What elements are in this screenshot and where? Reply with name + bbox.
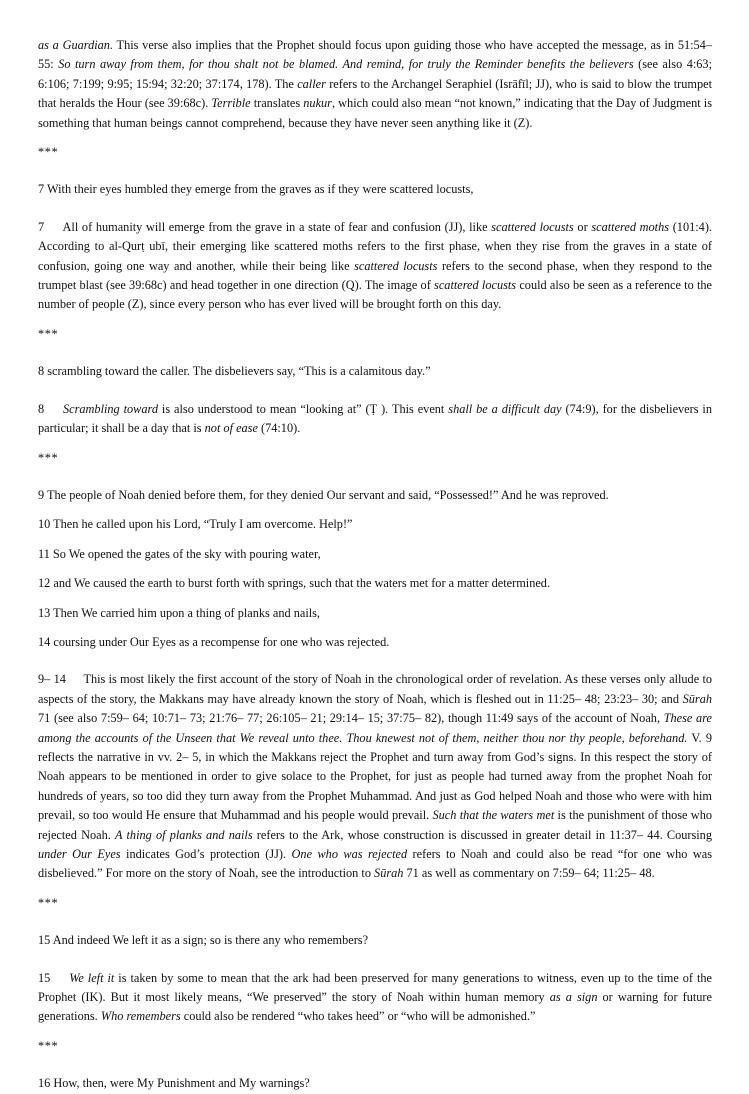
text-run: refers to Noah and could also be read “for one who was disbelieved.” For more on the story of Noah, see the introduction to — [38, 847, 712, 881]
section-separator-1: *** — [38, 145, 59, 160]
text-run: or — [573, 219, 592, 234]
spacer — [38, 923, 712, 931]
text-run: , which could also mean “not known,” indicating that the Day of Judgment is something that human beings cannot comprehend, because they have never seen anything like it (Z). — [38, 96, 712, 130]
text-run: translates — [250, 96, 304, 111]
text-run: All of humanity will emerge from the grave in a state of fear and confusion (JJ), like — [62, 219, 492, 234]
section-separator-5: *** — [38, 1038, 59, 1053]
italic-run: scattered locusts — [491, 219, 574, 234]
spacer — [38, 392, 712, 400]
text-run: refers to the second phase, when they respond to the trumpet blast (see 39:68c) and head together in one direction (Q). The image of — [38, 258, 712, 293]
text-run: V. 9 reflects the narrative in vv. 2– 5, in which the Makkans reject the Prophet and turn away from God’s signs. In this respect the story of Noah appears to be mentioned in order to give solace to the Prophet, for just as people had turned away from the prophet Noah for hundreds of years, so too did they turn away from the Prophet Muhammad. And just as God helped Noah and those who were with him prevail, so too would He ensure that Muhammad and his people would prevail. — [38, 730, 712, 823]
verse-line-16: 16 How, then, were My Punishment and My warnings? — [38, 1076, 310, 1091]
italic-run: as a Guardian. — [38, 38, 114, 52]
text-run: (see also 4:63; 6:106; 7:199; 9:95; 15:94; 32:20; 37:174, 178). The — [38, 57, 712, 91]
spacer — [38, 478, 712, 486]
commentary-paragraph-8 — [38, 400, 712, 439]
section-separator-3: *** — [38, 450, 59, 465]
text-run: refers to the Archangel Seraphiel (Isrāfīl; JJ), who is said to blow the trumpet that heralds the Hour (see 39:68c). — [38, 76, 712, 111]
italic-run: Such that the waters met — [432, 808, 555, 823]
italic-run: Who remembers — [100, 1009, 181, 1024]
italic-run: scattered locusts — [354, 258, 438, 273]
italic-run: A thing of planks and nails — [115, 827, 253, 842]
verse-line-15: 15 And indeed We left it as a sign; so is there any who remembers? — [38, 933, 369, 948]
italic-run: Sūrah — [374, 866, 404, 881]
commentary-paragraph-15 — [38, 969, 712, 1027]
spacer — [38, 662, 712, 670]
text-run: could also be rendered “who takes heed” or “who will be admonished.” — [180, 1009, 536, 1024]
spacer — [38, 210, 712, 218]
text-run: refers to the Ark, whose construction is discussed in greater detail in 11:37– 44. Coursing — [252, 827, 712, 842]
italic-run: These are among the accounts of the Unseen that We reveal unto thee. Thou knewest not of them, neither thou nor thy people, beforehand. — [38, 711, 712, 745]
commentary-paragraph-6 — [38, 36, 712, 133]
italic-run: scattered moths — [591, 219, 670, 234]
verse-line-9: 9 The people of Noah denied before them, for they denied Our servant and said, “Possessed!” And he was reproved. — [38, 487, 609, 502]
italic-run: We left it — [69, 970, 115, 985]
text-run: 71 as well as commentary on 7:59– 64; 11:25– 48. — [403, 866, 655, 881]
page-content — [38, 36, 712, 1094]
verse-line-12: 12 and We caused the earth to burst forth with springs, such that the waters met for a matter determined. — [38, 576, 551, 591]
commentary-number: 9– 14 — [38, 672, 66, 687]
spacer — [38, 1066, 712, 1074]
italic-run: So turn away from them, for thou shalt not be blamed. And remind, for truly the Reminder benefits the believers — [58, 57, 634, 72]
verse-line-13: 13 Then We carried him upon a thing of planks and nails, — [38, 605, 321, 620]
commentary-number: 7 — [38, 219, 45, 234]
commentary-number: 15 — [38, 970, 51, 985]
text-run: (101:4). According to al-Qurṭ ubī, their emerging like scattered moths refers to the first phase, when they rise from the graves in a state of confusion, going one way and another, while their being like — [38, 219, 712, 273]
italic-run: One who was rejected — [291, 847, 408, 861]
verse-line-7: 7 With their eyes humbled they emerge from the graves as if they were scattered locusts, — [38, 182, 474, 197]
italic-run: under Our Eyes — [38, 847, 121, 861]
text-run: is also understood to mean “looking at” (Ṭ ). This event — [158, 401, 449, 416]
spacer — [38, 354, 712, 362]
text-run: (74:10). — [257, 421, 301, 436]
verse-line-10: 10 Then he called upon his Lord, “Truly I am overcome. Help!” — [38, 517, 353, 532]
italic-run: scattered locusts — [434, 278, 517, 293]
italic-run: Terrible — [211, 96, 251, 111]
verse-line-14: 14 coursing under Our Eyes as a recompense for one who was rejected. — [38, 634, 390, 649]
text-run: could also be seen as a reference to the number of people (Z), since every person who has ever lived will be brought forth on this day. — [38, 278, 713, 312]
italic-run: not of ease — [204, 421, 258, 436]
italic-run: nukur — [303, 96, 332, 111]
italic-run: shall be a difficult day — [448, 401, 562, 416]
section-separator-4: *** — [38, 895, 59, 910]
section-separator-2: *** — [38, 326, 59, 341]
text-run: is taken by some to mean that the ark had been preserved for many generations to witness, even up to the time of the Prophet (IK). But it most likely means, “We preserved” the story of Noah within human memory — [38, 970, 712, 1005]
spacer — [38, 961, 712, 969]
text-run: This is most likely the first account of the story of Noah in the chronological order of revelation. As these verses only allude to aspects of the story, the Makkans may have already known the story of Noah, which is fleshed out in 11:25– 48; 23:23– 30; and — [38, 672, 713, 706]
text-run: (74:9), for the disbelievers in particular; it shall be a day that is — [38, 401, 712, 436]
commentary-paragraph-7 — [38, 218, 712, 315]
text-run: 71 (see also 7:59– 64; 10:71– 73; 21:76– 77; 26:105– 21; 29:14– 15; 37:75– 82), though 11:49 says of the account of Noah, — [38, 711, 664, 726]
commentary-number: 8 — [38, 401, 45, 416]
verse-line-8: 8 scrambling toward the caller. The disbelievers say, “This is a calamitous day.” — [38, 364, 431, 379]
italic-run: Scrambling toward — [63, 401, 159, 416]
verse-line-11: 11 So We opened the gates of the sky with pouring water, — [38, 546, 321, 561]
italic-run: as a sign — [549, 990, 598, 1005]
text-run: or warning for future generations. — [38, 990, 712, 1024]
text-run: is the punishment of those who rejected Noah. — [38, 808, 712, 842]
text-run: indicates God’s protection (JJ). — [120, 847, 292, 861]
italic-run: Sūrah — [682, 691, 712, 706]
italic-run: caller — [297, 76, 326, 91]
spacer — [38, 172, 712, 180]
commentary-paragraph-9-14 — [38, 670, 712, 883]
text-run: This verse also implies that the Prophet should focus upon guiding those who have accepted the message, as in 51:54– 55: — [38, 38, 712, 72]
